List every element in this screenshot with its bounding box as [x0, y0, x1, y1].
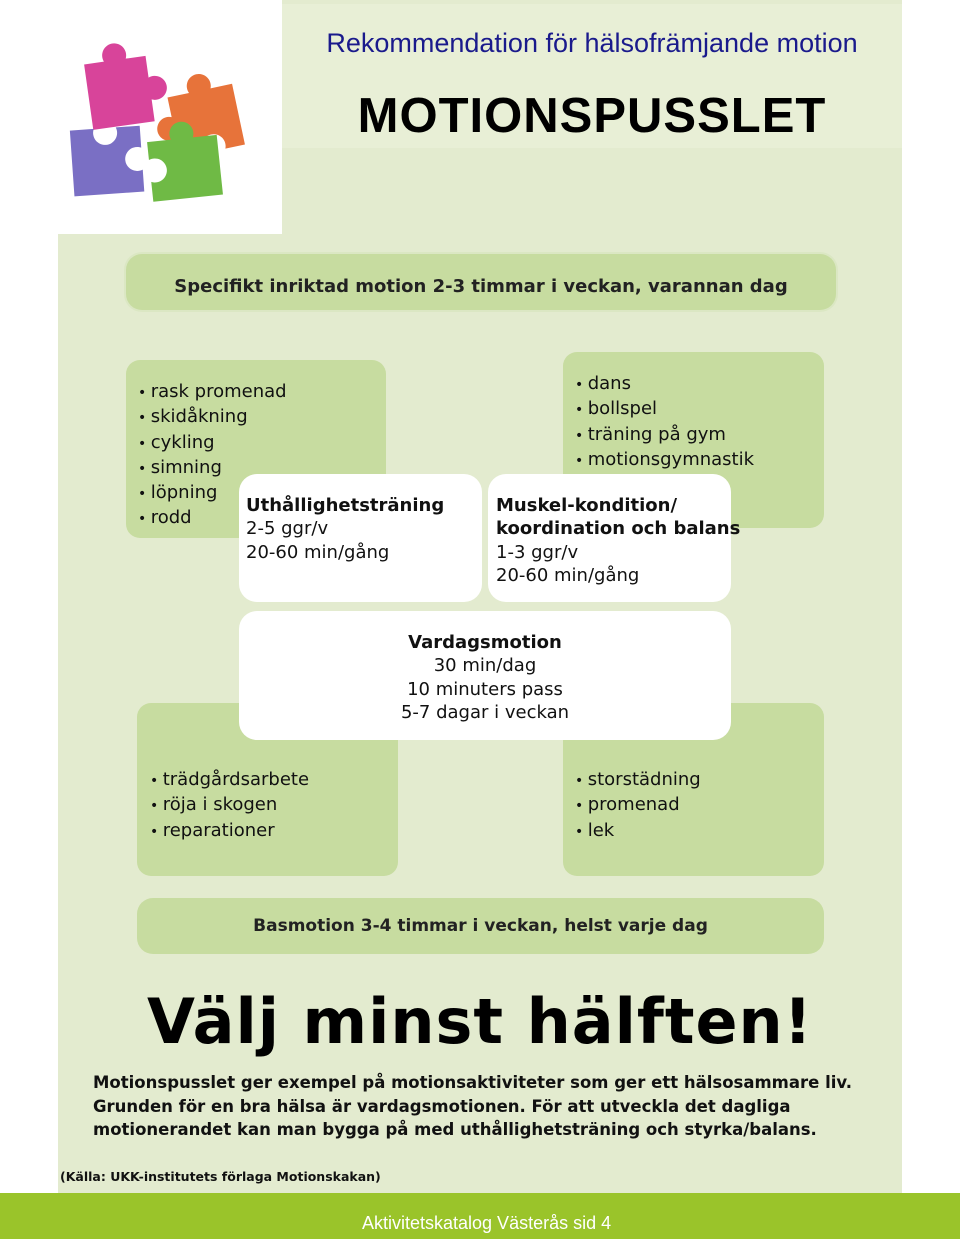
list-item: • träning på gym: [575, 423, 754, 448]
endurance-title: Uthållighetsträning: [246, 495, 445, 516]
everyday-line3: 5-7 dagar i veckan: [400, 701, 570, 723]
everyday-left-list: [150, 768, 309, 844]
logo-box: [58, 0, 282, 234]
page-title: MOTIONSPUSSLET: [357, 89, 827, 143]
endurance-duration: 20-60 min/gång: [246, 541, 390, 563]
muscle-frequency: 1-3 ggr/v: [496, 541, 579, 563]
everyday-line2: 10 minuters pass: [407, 678, 563, 700]
everyday-right-list: [575, 768, 701, 844]
list-item: • promenad: [575, 793, 701, 818]
list-item: • reparationer: [150, 819, 309, 844]
muscle-activity-list: [575, 372, 754, 473]
list-item: • dans: [575, 372, 754, 397]
everyday-title: Vardagsmotion: [408, 632, 562, 653]
call-to-action: Välj minst hälften!: [147, 985, 813, 1058]
footer-text: Aktivitetskatalog Västerås sid 4: [362, 1213, 612, 1233]
muscle-info: [496, 494, 740, 587]
description: [93, 1071, 873, 1142]
specific-banner-text: Specifikt inriktad motion 2-3 timmar i veckan, varannan dag: [174, 276, 788, 297]
page-subtitle: Rekommendation för hälsofrämjande motion: [326, 28, 858, 58]
endurance-info: [246, 494, 444, 564]
muscle-title-line1: Muskel-kondition/: [496, 495, 678, 516]
list-item: • rask promenad: [138, 380, 287, 405]
muscle-title-line2: koordination och balans: [496, 518, 741, 540]
list-item: • bollspel: [575, 397, 754, 422]
puzzle-pieces-icon: [58, 0, 282, 234]
list-item: • röja i skogen: [150, 793, 309, 818]
everyday-line1: 30 min/dag: [433, 655, 537, 677]
list-item: • storstädning: [575, 768, 701, 793]
endurance-frequency: 2-5 ggr/v: [246, 518, 329, 540]
list-item: • motionsgymnastik: [575, 448, 754, 473]
source-note: (Källa: UKK-institutets förlaga Motionskakan): [60, 1169, 381, 1184]
description-line: Grunden för en bra hälsa är vardagsmotionen. För att utveckla det dagliga: [93, 1096, 791, 1116]
description-line: motionerandet kan man bygga på med uthållighetsträning och styrka/balans.: [93, 1120, 817, 1139]
muscle-duration: 20-60 min/gång: [496, 564, 640, 586]
everyday-info: [239, 631, 731, 724]
list-item: • löpning: [138, 481, 287, 506]
list-item: • lek: [575, 819, 701, 844]
list-item: • cykling: [138, 431, 287, 456]
list-item: • trädgårdsarbete: [150, 768, 309, 793]
list-item: • skidåkning: [138, 405, 287, 430]
base-banner-text: Basmotion 3-4 timmar i veckan, helst varje dag: [253, 916, 708, 936]
description-line: Motionspusslet ger exempel på motionsaktiviteter som ger ett hälsosammare liv.: [93, 1073, 853, 1092]
list-item: • rodd: [138, 506, 287, 531]
list-item: • simning: [138, 456, 287, 481]
